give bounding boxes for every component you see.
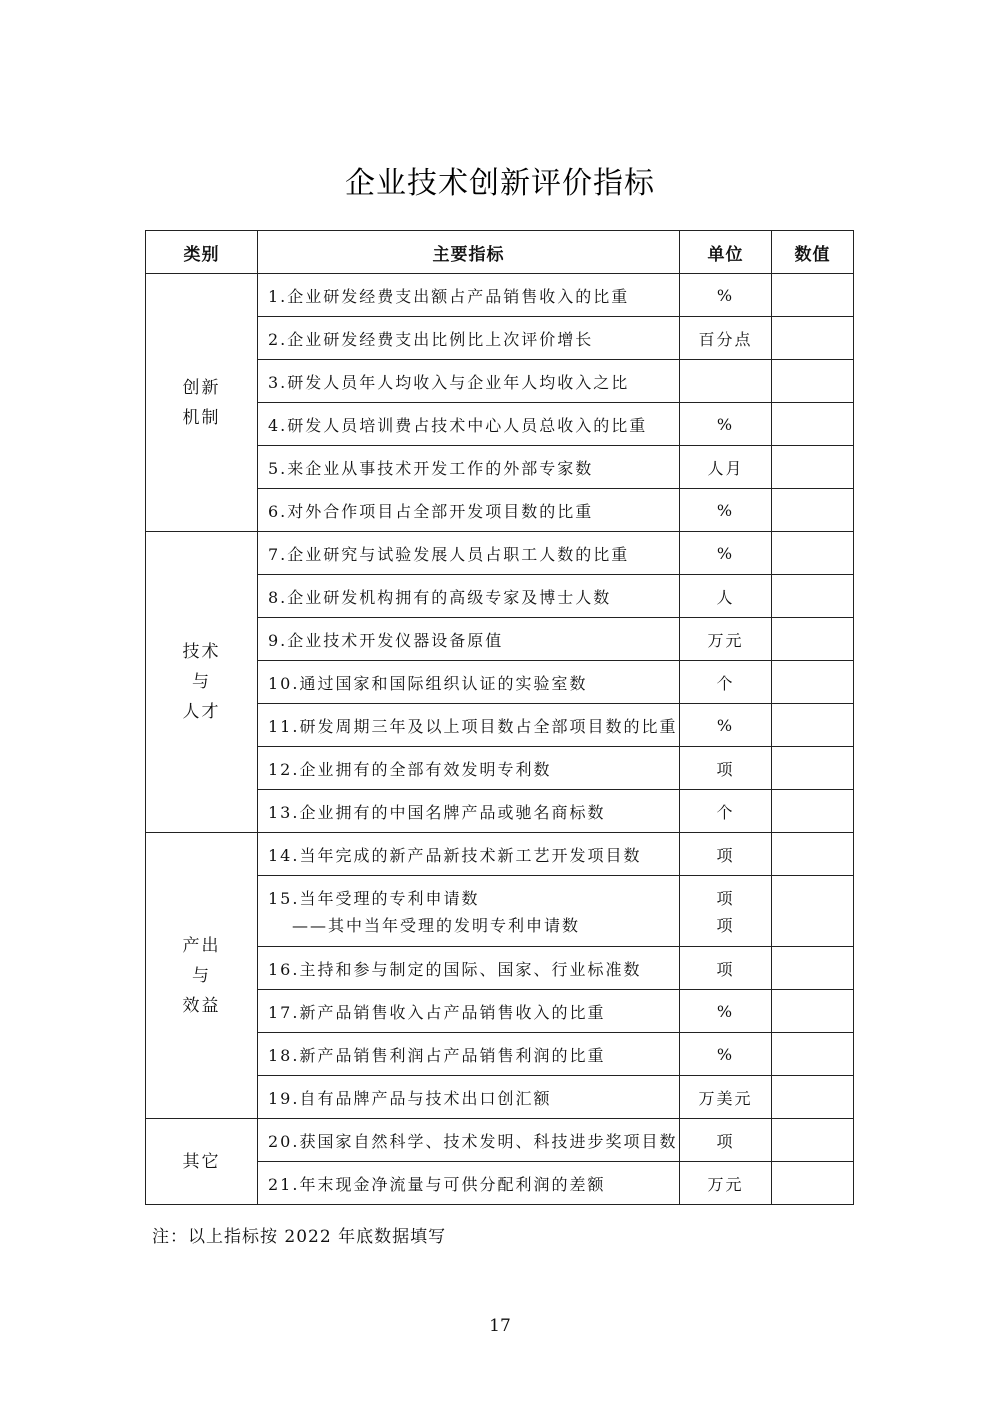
indicator-cell: 2.企业研发经费支出比例比上次评价增长 <box>258 317 680 360</box>
indicator-cell: 14.当年完成的新产品新技术新工艺开发项目数 <box>258 833 680 876</box>
value-cell[interactable] <box>772 833 854 876</box>
indicator-cell: 8.企业研发机构拥有的高级专家及博士人数 <box>258 575 680 618</box>
header-unit: 单位 <box>680 231 772 274</box>
category-label: 技术 <box>182 642 221 662</box>
value-cell[interactable] <box>772 618 854 661</box>
table-header-row <box>146 231 854 274</box>
category-label: 机制 <box>182 407 221 428</box>
indicator-cell: 7.企业研究与试验发展人员占职工人数的比重 <box>258 532 680 575</box>
indicator-cell: 6.对外合作项目占全部开发项目数的比重 <box>258 489 680 532</box>
indicator-cell: 1.企业研发经费支出额占产品销售收入的比重 <box>258 274 680 317</box>
indicator-cell: 18.新产品销售利润占产品销售利润的比重 <box>258 1033 680 1076</box>
unit-cell: % <box>680 990 772 1033</box>
header-category: 类别 <box>146 231 258 274</box>
value-cell[interactable] <box>772 947 854 990</box>
unit-cell: 人月 <box>680 446 772 489</box>
unit-cell: 万元 <box>680 618 772 661</box>
unit-main: 项 <box>716 889 735 908</box>
unit-cell: % <box>680 274 772 317</box>
indicator-cell: 3.研发人员年人均收入与企业年人均收入之比 <box>258 360 680 403</box>
unit-cell: % <box>680 489 772 532</box>
value-cell[interactable] <box>772 1119 854 1162</box>
category-innovation-mechanism <box>146 274 258 532</box>
indicator-cell: 16.主持和参与制定的国际、国家、行业标准数 <box>258 947 680 990</box>
indicator-cell: 17.新产品销售收入占产品销售收入的比重 <box>258 990 680 1033</box>
unit-cell: 万元 <box>680 1162 772 1205</box>
value-cell[interactable] <box>772 446 854 489</box>
header-value: 数值 <box>772 231 854 274</box>
value-cell[interactable] <box>772 990 854 1033</box>
value-cell[interactable] <box>772 1076 854 1119</box>
unit-sub: 项 <box>716 916 735 935</box>
indicator-cell: 20.获国家自然科学、技术发明、科技进步奖项目数 <box>258 1119 680 1162</box>
value-cell[interactable] <box>772 360 854 403</box>
table-row <box>146 532 854 575</box>
value-cell[interactable] <box>772 747 854 790</box>
category-label: 人才 <box>182 702 221 722</box>
unit-cell: 个 <box>680 790 772 833</box>
page-title: 企业技术创新评价指标 <box>345 166 655 201</box>
indicator-cell: 9.企业技术开发仪器设备原值 <box>258 618 680 661</box>
unit-cell: 百分点 <box>680 317 772 360</box>
unit-cell: 个 <box>680 661 772 704</box>
value-cell[interactable] <box>772 274 854 317</box>
indicator-cell: 11.研发周期三年及以上项目数占全部项目数的比重 <box>258 704 680 747</box>
category-output-benefit <box>146 833 258 1119</box>
value-cell[interactable] <box>772 1033 854 1076</box>
page-number: 17 <box>489 1316 511 1336</box>
indicator-cell: 13.企业拥有的中国名牌产品或驰名商标数 <box>258 790 680 833</box>
value-cell[interactable] <box>772 704 854 747</box>
indicator-cell: 5.来企业从事技术开发工作的外部专家数 <box>258 446 680 489</box>
unit-cell <box>680 360 772 403</box>
indicator-cell: 12.企业拥有的全部有效发明专利数 <box>258 747 680 790</box>
indicator-table <box>145 230 854 1205</box>
unit-cell: 项 <box>680 833 772 876</box>
indicator-cell: 19.自有品牌产品与技术出口创汇额 <box>258 1076 680 1119</box>
unit-cell: 项 <box>680 1119 772 1162</box>
value-cell[interactable] <box>772 403 854 446</box>
header-indicator: 主要指标 <box>258 231 680 274</box>
value-cell[interactable] <box>772 317 854 360</box>
unit-cell: 项 <box>680 947 772 990</box>
category-other <box>146 1119 258 1205</box>
unit-cell: % <box>680 1033 772 1076</box>
indicator-main: 15.当年受理的专利申请数 <box>268 889 480 908</box>
indicator-cell: 21.年末现金净流量与可供分配利润的差额 <box>258 1162 680 1205</box>
unit-cell: 人 <box>680 575 772 618</box>
category-label: 产出 <box>182 935 221 956</box>
unit-cell: 万美元 <box>680 1076 772 1119</box>
value-cell[interactable] <box>772 661 854 704</box>
category-label: 与 <box>192 965 211 986</box>
category-label: 创新 <box>182 377 221 398</box>
unit-cell: % <box>680 403 772 446</box>
unit-cell: 项 <box>680 747 772 790</box>
unit-cell <box>680 876 772 947</box>
indicator-cell: 4.研发人员培训费占技术中心人员总收入的比重 <box>258 403 680 446</box>
category-label: 与 <box>192 672 211 692</box>
value-cell[interactable] <box>772 1162 854 1205</box>
category-label: 其它 <box>182 1151 221 1172</box>
table-row <box>146 833 854 876</box>
value-cell[interactable] <box>772 575 854 618</box>
table-row <box>146 274 854 317</box>
indicator-cell: 10.通过国家和国际组织认证的实验室数 <box>258 661 680 704</box>
category-technology-talent <box>146 532 258 833</box>
unit-cell: % <box>680 532 772 575</box>
value-cell[interactable] <box>772 876 854 947</box>
value-cell[interactable] <box>772 489 854 532</box>
indicator-cell <box>258 876 680 947</box>
footnote: 注：以上指标按 2022 年底数据填写 <box>152 1227 447 1247</box>
unit-cell: % <box>680 704 772 747</box>
table-row <box>146 1119 854 1162</box>
value-cell[interactable] <box>772 790 854 833</box>
indicator-sub: ——其中当年受理的发明专利申请数 <box>292 916 581 935</box>
category-label: 效益 <box>182 995 221 1016</box>
value-cell[interactable] <box>772 532 854 575</box>
